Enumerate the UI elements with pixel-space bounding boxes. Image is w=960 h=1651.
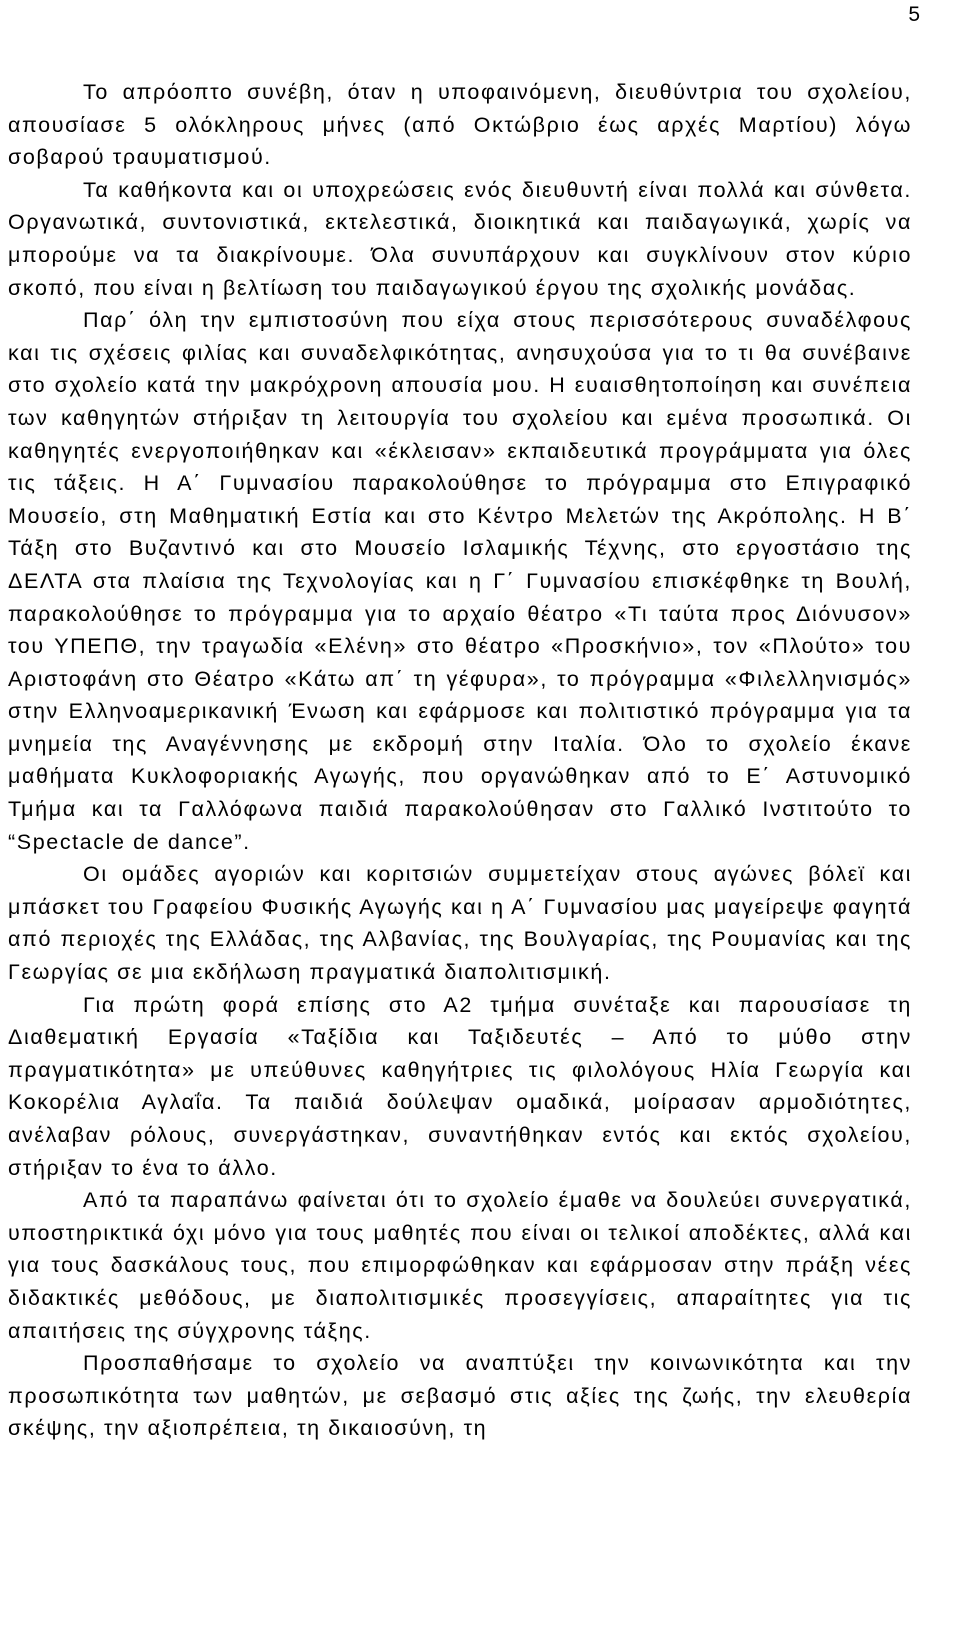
paragraph-director-duties: Τα καθήκοντα και οι υποχρεώσεις ενός διευθυντή είναι πολλά και σύνθετα. Οργανωτικά, συντονιστικά, εκτελεστικά, διοικητικά και παιδαγωγικά, χωρίς να μπορούμε να τα διακρίνουμε. Όλα συνυπάρχουν και συγκλίνουν στον κύριο σκοπό, που είναι η βελτίωση του παιδαγωγικού έργου της σχολικής μονάδας.	[8, 177, 912, 300]
paragraph-cross-curricular-project: Για πρώτη φορά επίσης στο Α2 τμήμα συνέταξε και παρουσίασε τη Διαθεματική Εργασία «Ταξίδια και Ταξιδευτές – Από το μύθο στην πραγματικότητα» με υπεύθυνες καθηγήτριες τις φιλολόγους Ηλία Γεωργία και Κοκορέλια Αγλαΐα. Τα παιδιά δούλεψαν ομαδικά, μοίρασαν αρμοδιότητες, ανέλαβαν ρόλους, συνεργάστηκαν, συναντήθηκαν εντός και εκτός σχολείου, στήριξαν το ένα το άλλο.	[8, 992, 912, 1180]
paragraph-teacher-programs: Παρ΄ όλη την εμπιστοσύνη που είχα στους περισσότερους συναδέλφους και τις σχέσεις φιλίας και συναδελφικότητας, ανησυχούσα για το τι θα συνέβαινε στο σχολείο κατά την μακρόχρονη απουσία μου. Η ευαισθητοποίηση και συνέπεια των καθηγητών στήριξαν τη λειτουργία του σχολείου και εμένα προσωπικά. Οι καθηγητές ενεργοποιήθηκαν και «έκλεισαν» εκπαιδευτικά προγράμματα για όλες τις τάξεις. Η Α΄ Γυμνασίου παρακολούθησε το πρόγραμμα στο Επιγραφικό Μουσείο, στη Μαθηματική Εστία και στο Κέντρο Μελετών της Ακρόπολης. Η Β΄ Τάξη στο Βυζαντινό και στο Μουσείο Ισλαμικής Τέχνης, στο εργοστάσιο της ΔΕΛΤΑ στα πλαίσια της Τεχνολογίας και η Γ΄ Γυμνασίου επισκέφθηκε τη Βουλή, παρακολούθησε το πρόγραμμα για το αρχαίο θέατρο «Τι ταύτα προς Διόνυσον» του ΥΠΕΠΘ, την τραγωδία «Ελένη» στο θέατρο «Προσκήνιο», τον «Πλούτο» του Αριστοφάνη στο Θέατρο «Κάτω απ΄ τη γέφυρα», το πρόγραμμα «Φιλελληνισμός» στην Ελληνοαμερικανική Ένωση και εφάρμοσε και πολιτιστικό πρόγραμμα για τα μνημεία της Αναγέννησης με εκδρομή στην Ιταλία. Όλο το σχολείο έκανε μαθήματα Κυκλοφοριακής Αγωγής, που οργανώθηκαν από το Ε΄ Αστυνομικό Τμήμα και τα Γαλλόφωνα παιδιά παρακολούθησαν στο Γαλλικό Ινστιτούτο το “Spectacle de dance”.	[8, 308, 912, 854]
document-body	[8, 76, 912, 1445]
paragraph-social-development: Προσπαθήσαμε το σχολείο να αναπτύξει την κοινωνικότητα και την προσωπικότητα των μαθητών, με σεβασμό στις αξίες της ζωής, την ελευθερία σκέψης, την αξιοπρέπεια, τη δικαιοσύνη, τη	[8, 1351, 912, 1441]
page-number: 5	[908, 3, 920, 26]
paragraph-absence: Το απρόοπτο συνέβη, όταν η υποφαινόμενη, διευθύντρια του σχολείου, απουσίασε 5 ολόκληρους μήνες (από Οκτώβριο έως αρχές Μαρτίου) λόγω σοβαρού τραυματισμού.	[8, 80, 912, 170]
paragraph-sports-cultural-event: Οι ομάδες αγοριών και κοριτσιών συμμετείχαν στους αγώνες βόλεϊ και μπάσκετ του Γραφείου Φυσικής Αγωγής και η Α΄ Γυμνασίου μας μαγείρεψε φαγητά από περιοχές της Ελλάδας, της Αλβανίας, της Βουλγαρίας, της Ρουμανίας και της Γεωργίας σε μια εκδήλωση πραγματικά διαπολιτισμική.	[8, 862, 912, 985]
paragraph-collaborative-school: Από τα παραπάνω φαίνεται ότι το σχολείο έμαθε να δουλεύει συνεργατικά, υποστηρικτικά όχι μόνο για τους μαθητές που είναι οι τελικοί αποδέκτες, αλλά και για τους δασκάλους τους, που επιμορφώθηκαν και εφάρμοσαν στην πράξη νέες διδακτικές μεθόδους, με διαπολιτισμικές προσεγγίσεις, απαραίτητες για τις απαιτήσεις της σύγχρονης τάξης.	[8, 1188, 912, 1343]
